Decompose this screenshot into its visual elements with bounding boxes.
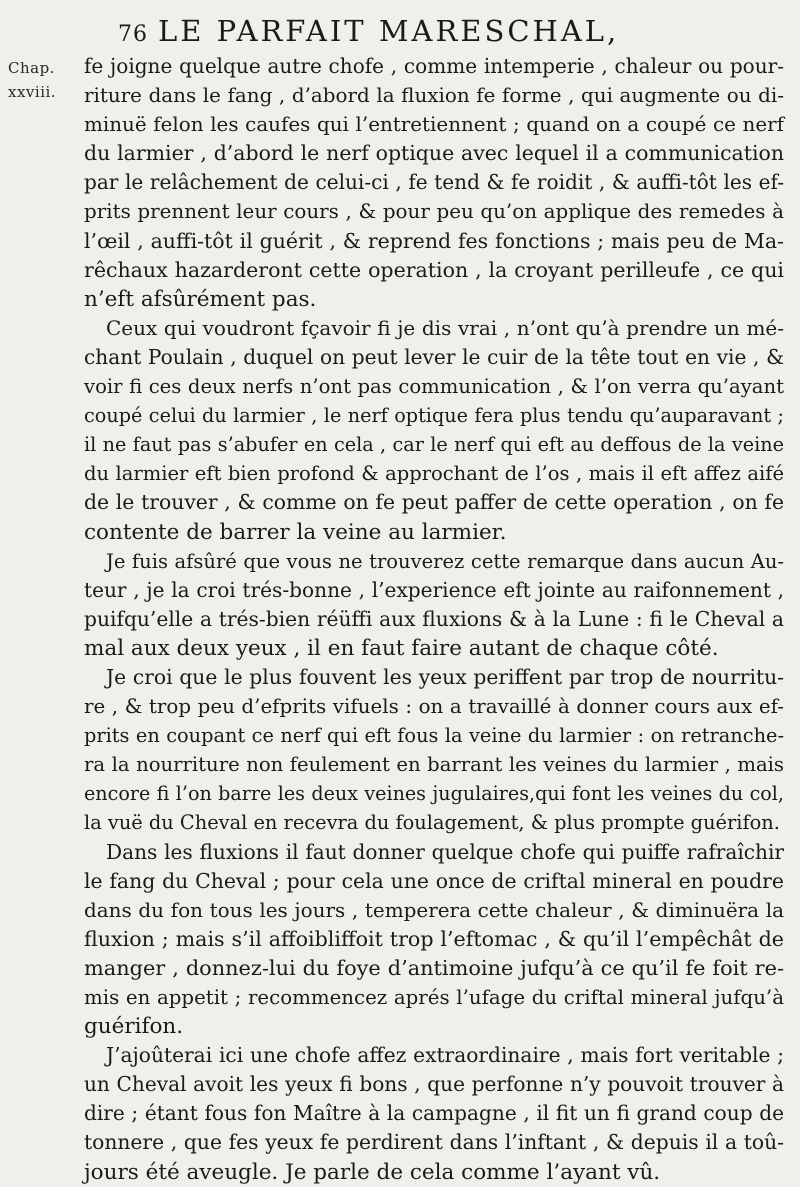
text-line: J’ajoûterai ici une chofe affez extraordinaire , mais fort veritable ; <box>106 1043 784 1068</box>
text-line: Ceux qui voudront fçavoir fi je dis vrai , n’ont qu’à prendre un mé- <box>106 315 784 340</box>
text-line: re , & trop peu d’efprits vifuels : on a travaillé à donner cours aux ef- <box>84 695 784 719</box>
text-line: puifqu’elle a trés-bien réüffi aux fluxions & à la Lune : fi le Cheval a <box>84 606 784 631</box>
text-line: Dans les fluxions il faut donner quelque chofe qui puiffe rafraîchir <box>106 839 784 864</box>
text-line: rêchaux hazarderont cette operation , la croyant perilleufe , ce qui <box>84 257 784 282</box>
text-line: ra la nourriture non feulement en barrant les veines du larmier , mais <box>84 753 784 777</box>
text-line: contente de barrer la veine au larmier. <box>84 519 507 545</box>
text-line: fluxion ; mais s’il affoibliffoit trop l’eftomac , & qu’il l’empêchât de <box>84 926 784 951</box>
text-line: riture dans le fang , d’abord la fluxion fe forme , qui augmente ou di- <box>84 84 784 108</box>
text-line: teur , je la croi trés-bonne , l’experience eft jointe au raifonnement , <box>84 577 784 602</box>
text-line: dire ; étant fous fon Maître à la campagne , il fit un fi grand coup de <box>84 1101 784 1126</box>
text-line: du larmier eft bien profond & approchant de l’os , mais il eft affez aifé <box>84 462 784 486</box>
text-line: manger , donnez-lui du foye d’antimoine jufqu’à ce qu’il fe foit re- <box>84 955 784 980</box>
text-line: mis en appetit ; recommencez aprés l’ufage du criftal mineral jufqu’à <box>84 986 784 1009</box>
text-line: guérifon. <box>84 1014 184 1040</box>
text-line: de le trouver , & comme on fe peut paffer de cette operation , on fe <box>84 490 784 515</box>
text-line: voir fi ces deux nerfs n’ont pas communication , & l’on verra qu’ayant <box>84 375 784 399</box>
text-line: Je croi que le plus fouvent les yeux periffent par trop de nourritu- <box>106 664 784 689</box>
text-line: Je fuis afsûré que vous ne trouverez cette remarque dans aucun Au- <box>106 549 784 573</box>
margin-note-number: xxviii. <box>8 83 57 101</box>
text-line: un Cheval avoit les yeux fi bons , que perfonne n’y pouvoit trouver à <box>84 1072 784 1097</box>
text-line: mal aux deux yeux , il en faut faire autant de chaque côté. <box>84 635 719 661</box>
margin-note-chap: Chap. <box>8 59 55 77</box>
text-line: prits prennent leur cours , & pour peu qu’on applique des remedes à <box>84 200 784 224</box>
text-line: il ne faut pas s’abufer en cela , car le nerf qui eft au deffous de la veine <box>84 433 784 457</box>
text-line: coupé celui du larmier , le nerf optique fera plus tendu qu’auparavant ; <box>84 404 784 428</box>
chapter-margin-note <box>8 56 68 104</box>
text-line: tonnere , que fes yeux fe perdirent dans l’inftant , & depuis il a toû- <box>84 1130 784 1155</box>
text-line: fe joigne quelque autre chofe , comme intemperie , chaleur ou pour- <box>84 54 784 78</box>
text-line: dans du fon tous les jours , temperera cette chaleur , & diminuëra la <box>84 897 784 922</box>
text-line: minuë felon les caufes qui l’entretiennent ; quand on a coupé ce nerf <box>84 113 784 137</box>
running-title: LE PARFAIT MARESCHAL, <box>158 14 620 48</box>
text-line: chant Poulain , duquel on peut lever le cuir de la tête tout en vie , & <box>84 344 784 369</box>
text-line: prits en coupant ce nerf qui eft fous la veine du larmier : on retranche- <box>84 724 784 748</box>
text-line: encore fi l’on barre les deux veines jugulaires,qui font les veines du col, <box>84 782 784 806</box>
page-number: 76 <box>118 22 148 47</box>
text-line: n’eft afsûrément pas. <box>84 286 317 312</box>
text-line: du larmier , d’abord le nerf optique avec lequel il a communication <box>84 141 784 166</box>
text-line: le fang du Cheval ; pour cela une once de criftal mineral en poudre <box>84 868 784 893</box>
text-line: la vuë du Cheval en recevra du foulagement, & plus prompte guérifon. <box>84 811 780 835</box>
text-line: jours été aveugle. Je parle de cela comme l’ayant vû. <box>84 1159 661 1185</box>
text-line: l’œil , auffi-tôt il guérit , & reprend fes fonctions ; mais peu de Ma- <box>84 228 784 253</box>
text-line: par le relâchement de celui-ci , fe tend & fe roidit , & auffi-tôt les ef- <box>84 170 784 195</box>
body-text <box>84 52 784 1187</box>
